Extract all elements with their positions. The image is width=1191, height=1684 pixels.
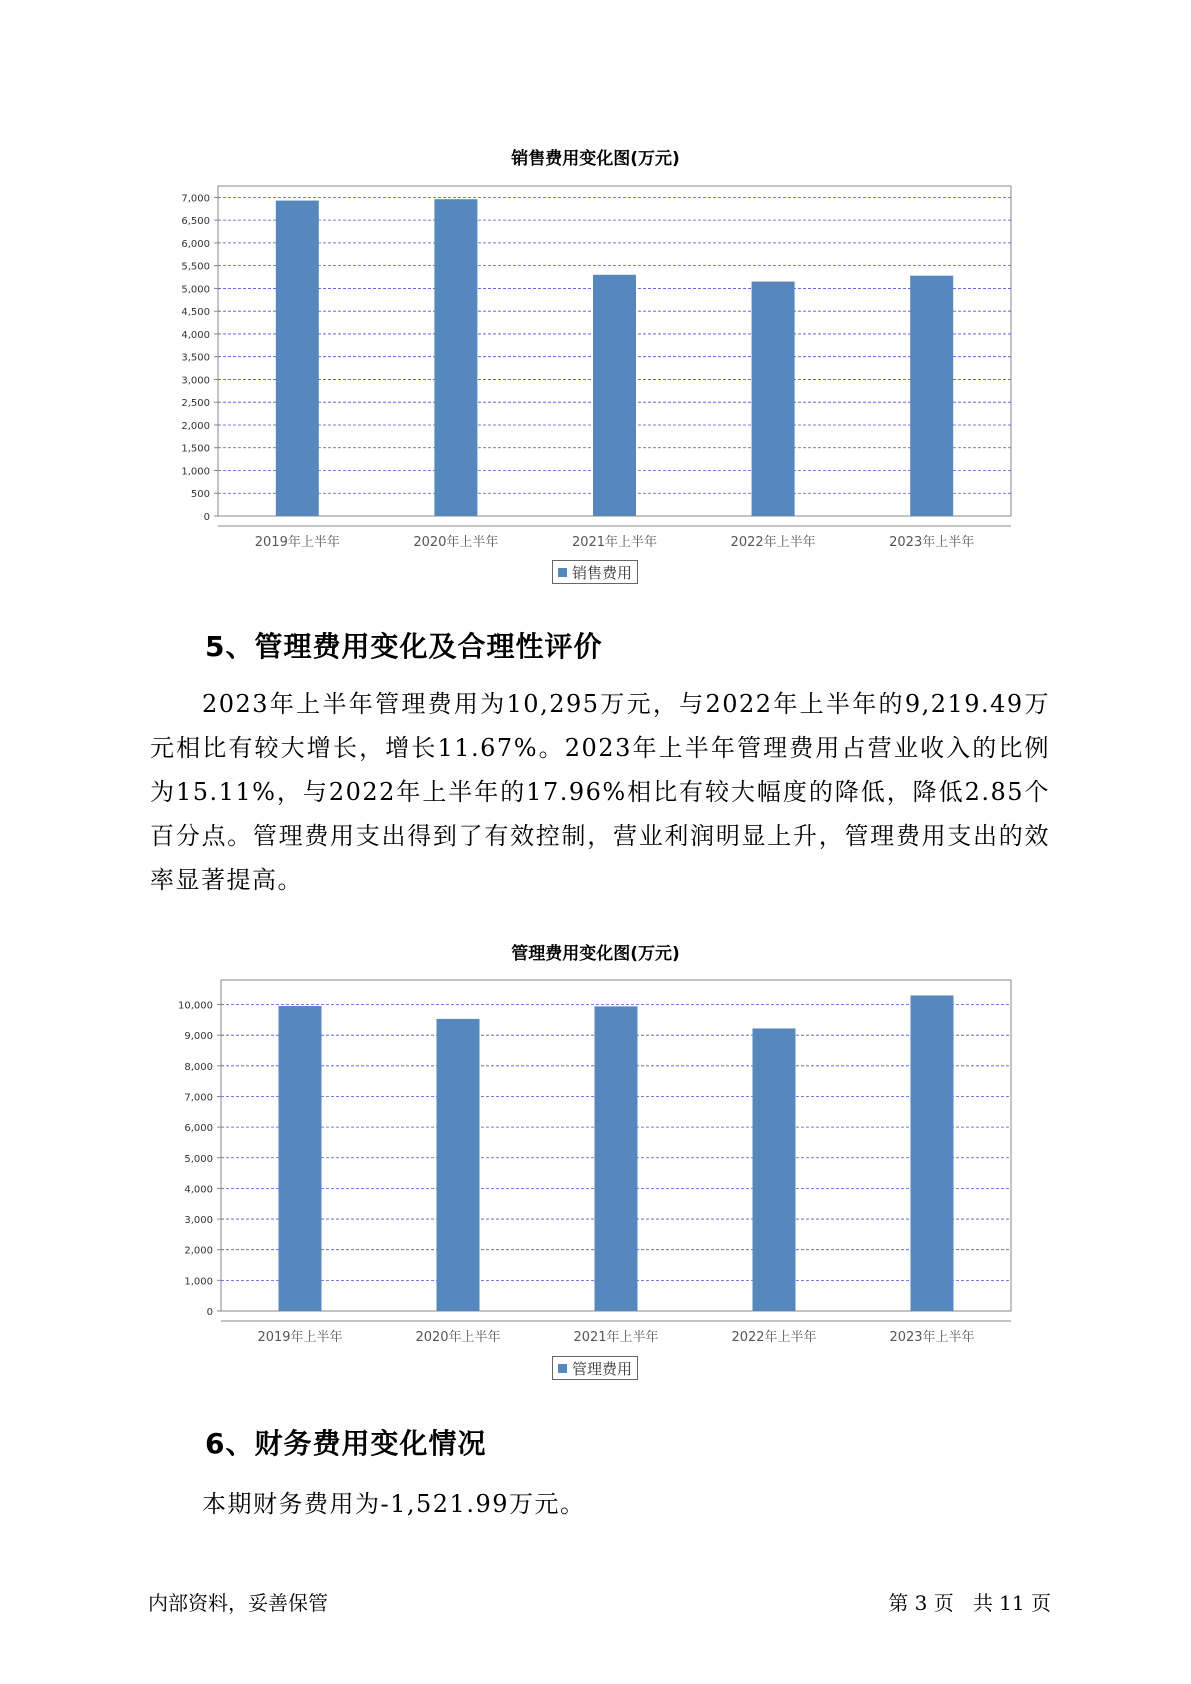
y-tick-label: 4,000 (181, 329, 210, 341)
y-tick-label: 1,000 (184, 1276, 213, 1288)
y-tick-label: 1,500 (181, 443, 210, 455)
section5-heading: 5、管理费用变化及合理性评价 (205, 630, 603, 663)
y-tick-label: 1,000 (181, 466, 210, 478)
y-tick-label: 8,000 (184, 1061, 213, 1073)
x-tick-label: 2023年上半年 (889, 535, 975, 550)
y-tick-label: 3,500 (181, 352, 210, 364)
y-tick-label: 6,000 (181, 238, 210, 250)
footer-page-number: 第 3 页 共 11 页 (888, 1591, 1051, 1615)
section6-paragraph: 本期财务费用为-1,521.99万元。 (202, 1490, 586, 1518)
y-tick-label: 10,000 (178, 1000, 213, 1012)
y-tick-label: 7,000 (181, 193, 210, 205)
legend-swatch (558, 1364, 567, 1373)
y-tick-label: 4,000 (184, 1184, 213, 1196)
y-tick-label: 7,000 (184, 1092, 213, 1104)
bar (911, 995, 954, 1311)
y-tick-label: 0 (203, 512, 210, 523)
y-tick-label: 5,000 (181, 284, 210, 296)
x-tick-label: 2020年上半年 (415, 1330, 501, 1345)
x-tick-label: 2022年上半年 (731, 1330, 817, 1345)
bar (437, 1019, 480, 1311)
y-tick-label: 4,500 (181, 307, 210, 319)
footer-confidential-note: 内部资料，妥善保管 (148, 1591, 328, 1615)
y-tick-label: 3,000 (184, 1215, 213, 1227)
x-tick-label: 2019年上半年 (257, 1330, 343, 1345)
section5-paragraph: 2023年上半年管理费用为10,295万元，与2022年上半年的9,219.49万元相比有较大增长，增长11.67%。2023年上半年管理费用占营业收入的比例为15.11%，与2022年上半年的17.96%相比有较大幅度的降低，降低2.85个百分点。管理费用支出得到了有效控制，营业利润明显上升，管理费用支出的效率显著提高。 (150, 690, 1050, 894)
chart1-legend-label: 销售费用 (572, 563, 633, 582)
x-tick-label: 2022年上半年 (730, 535, 816, 550)
bar (753, 1028, 796, 1311)
y-tick-label: 2,500 (181, 398, 210, 410)
bar (595, 1006, 638, 1311)
chart2-legend-label: 管理费用 (572, 1359, 633, 1378)
y-tick-label: 5,500 (181, 261, 210, 273)
x-tick-label: 2021年上半年 (571, 535, 658, 550)
y-tick-label: 9,000 (184, 1031, 213, 1043)
y-tick-label: 5,000 (184, 1153, 213, 1165)
chart1-title: 销售费用变化图(万元) (511, 149, 680, 169)
y-tick-label: 0 (206, 1307, 213, 1318)
section6-heading: 6、财务费用变化情况 (205, 1427, 487, 1460)
x-tick-label: 2021年上半年 (573, 1330, 659, 1345)
bar (279, 1006, 322, 1311)
y-tick-label: 500 (190, 489, 210, 501)
y-tick-label: 6,000 (184, 1123, 213, 1135)
y-tick-label: 2,000 (181, 420, 210, 432)
chart2-title: 管理费用变化图(万元) (511, 944, 680, 964)
y-tick-label: 2,000 (184, 1245, 213, 1257)
x-tick-label: 2019年上半年 (254, 535, 340, 550)
y-tick-label: 3,000 (181, 375, 210, 387)
x-tick-label: 2023年上半年 (889, 1330, 975, 1345)
y-tick-label: 6,500 (181, 216, 210, 228)
chart2-legend (552, 1356, 638, 1380)
x-tick-label: 2020年上半年 (413, 535, 499, 550)
